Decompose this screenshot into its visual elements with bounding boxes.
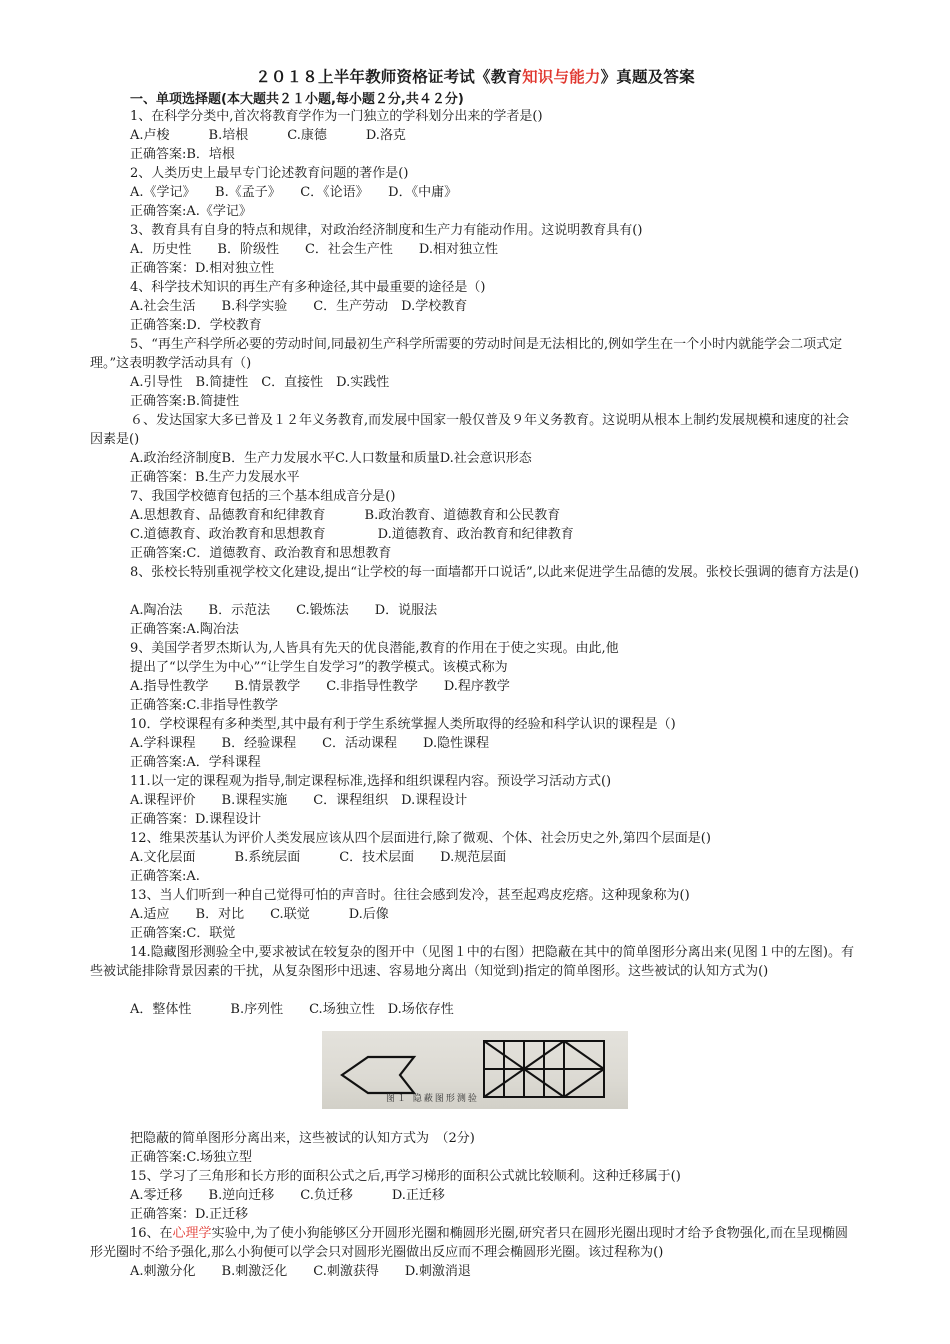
options-7b: C.道德教育、政治教育和思想教育 D.道德教育、政治教育和纪律教育 xyxy=(130,527,574,542)
answer-1: 正确答案:B．培根 xyxy=(130,147,235,162)
figure-caption: 图１ 隐蔽图形测验 xyxy=(386,1094,479,1104)
question-12: 12、维果茨基认为评价人类发展应该从四个层面进行,除了微观、个体、社会历史之外,第四个层面是() xyxy=(130,831,711,846)
options-9: A.指导性教学 B.情景教学 C.非指导性教学 D.程序教学 xyxy=(130,679,510,694)
complex-shape xyxy=(484,1041,604,1097)
simple-shape xyxy=(342,1057,414,1093)
answer-13: 正确答案:C．联觉 xyxy=(130,926,236,941)
question-10: 10．学校课程有多种类型,其中最有利于学生系统掌握人类所取得的经验和科学认识的课程是（) xyxy=(130,717,676,732)
options-14: A．整体性 B.序列性 C.场独立性 D.场依存性 xyxy=(130,1002,454,1017)
section-heading: 一、单项选择题(本大题共２１小题,每小题２分,共４２分) xyxy=(130,92,464,107)
answer-6: 正确答案：B.生产力发展水平 xyxy=(130,470,300,485)
question-6: ６、发达国家大多已普及１２年义务教育,而发展中国家一般仅普及９年义务教育。这说明从根本上制约发展规模和速度的社会因素是() xyxy=(90,413,850,447)
answer-8: 正确答案:A.陶冶法 xyxy=(130,622,239,637)
hidden-figure-test-image xyxy=(322,1031,628,1109)
question-4: 4、科学技术知识的再生产有多种途径,其中最重要的途径是（) xyxy=(130,280,486,295)
title-part-2: 》真题及答案 xyxy=(600,68,695,86)
title-highlight: 知识与能力 xyxy=(522,68,601,86)
question-3: 3、教育具有自身的特点和规律，对政治经济制度和生产力有能动作用。这说明教育具有() xyxy=(130,223,643,238)
options-6: A.政治经济制度B．生产力发展水平C.人口数量和质量D.社会意识形态 xyxy=(130,451,532,466)
answer-9: 正确答案:C.非指导性教学 xyxy=(130,698,278,713)
options-15: A.零迁移 B.逆向迁移 C.负迁移 D.正迁移 xyxy=(130,1188,445,1203)
answer-4: 正确答案:D．学校教育 xyxy=(130,318,262,333)
options-3: A．历史性 B．阶级性 C．社会生产性 D.相对独立性 xyxy=(130,242,498,257)
question-11: 11.以一定的课程观为指导,制定课程标准,选择和组织课程内容。预设学习活动方式() xyxy=(130,774,612,789)
options-10: A.学科课程 B．经验课程 C．活动课程 D.隐性课程 xyxy=(130,736,490,751)
options-11: A.课程评价 B.课程实施 C．课程组织 D.课程设计 xyxy=(130,793,468,808)
options-16: A.刺激分化 B.刺激泛化 C.刺激获得 D.刺激消退 xyxy=(130,1264,471,1279)
answer-3: 正确答案：D.相对独立性 xyxy=(130,261,275,276)
question-1: 1、在科学分类中,首次将教育学作为一门独立的学科划分出来的学者是() xyxy=(130,109,543,124)
psychology-link[interactable]: 心理学 xyxy=(172,1226,212,1241)
question-13: 13、当人们听到一种自己觉得可怕的声音时。往往会感到发冷，甚至起鸡皮疙瘩。这种现象称为() xyxy=(130,888,690,903)
answer-7: 正确答案:C．道德教育、政治教育和思想教育 xyxy=(130,546,392,561)
question-7: 7、我国学校德育包括的三个基本组成音分是() xyxy=(130,489,396,504)
answer-12: 正确答案:A. xyxy=(130,869,200,884)
answer-15: 正确答案：D.正迁移 xyxy=(130,1207,249,1222)
question-16 xyxy=(90,1224,860,1262)
question-9: 9、美国学者罗杰斯认为,人皆具有先天的优良潜能,教育的作用在于使之实现。由此,他 xyxy=(130,641,619,656)
options-12: A.文化层面 B.系统层面 C．技术层面 D.规范层面 xyxy=(130,850,507,865)
question-14-sub: 把隐蔽的简单图形分离出来，这些被试的认知方式为 （2分) xyxy=(130,1131,475,1146)
answer-11: 正确答案：D.课程设计 xyxy=(130,812,262,827)
question-9-cont: 提出了“以学生为中心”“让学生自发学习”的教学模式。该模式称为 xyxy=(130,660,508,675)
options-8: A.陶冶法 B．示范法 C.锻炼法 D．说服法 xyxy=(130,603,438,618)
options-5: A.引导性 B.简捷性 C．直接性 D.实践性 xyxy=(130,375,390,390)
answer-10: 正确答案:A．学科课程 xyxy=(130,755,261,770)
question-16-start: 16、在 xyxy=(130,1226,173,1241)
options-1: A.卢梭 B.培根 C.康德 D.洛克 xyxy=(130,128,406,143)
answer-2: 正确答案:A.《学记》 xyxy=(130,204,252,219)
options-4: A.社会生活 B.科学实验 C．生产劳动 D.学校教育 xyxy=(130,299,468,314)
question-5: 5、“再生产科学所必要的劳动时间,同最初生产科学所需要的劳动时间是无法相比的,例如学生在一个小时内就能学会二项式定理。”这表明教学活动具有（) xyxy=(90,337,843,371)
answer-14: 正确答案:C.场独立型 xyxy=(130,1150,252,1165)
options-7a: A.思想教育、品德教育和纪律教育 B.政治教育、道德教育和公民教育 xyxy=(130,508,561,523)
question-8: 8、张校长特别重视学校文化建设,提出“让学校的每一面墙都开口说话”,以此来促进学生品德的发展。张校长强调的德育方法是() xyxy=(130,565,859,580)
options-2: A.《学记》 B.《孟子》 C．《论语》 D．《中庸》 xyxy=(130,185,458,200)
question-14: 14.隐藏图形测验全中,要求被试在较复杂的图开中（见图１中的右图）把隐蔽在其中的简单图形分离出来(见图１中的左图)。有些被试能排除背景因素的干扰，从复杂图形中迅速、容易地分离出（知觉到)指定的简单图形。这些被试的认知方式为() xyxy=(90,945,854,979)
options-13: A.适应 B．对比 C.联觉 D.后像 xyxy=(130,907,389,922)
title-part-1: ２０１８上半年教师资格证考试《教育 xyxy=(255,68,523,86)
question-2: 2、人类历史上最早专门论述教育问题的著作是() xyxy=(130,166,409,181)
question-16-rest: 实验中,为了使小狗能够区分开圆形光圈和椭圆形光圈,研究者只在圆形光圈出现时才给予食物强化,而在呈现椭圆形光圈时不给予强化,那么小狗便可以学会只对圆形光圈做出反应而不理会椭圆形光圈。该过程称为() xyxy=(90,1226,848,1260)
document-title xyxy=(0,65,950,87)
question-15: 15、学习了三角形和长方形的面积公式之后,再学习梯形的面积公式就比较顺利。这种迁移属于() xyxy=(130,1169,681,1184)
answer-5: 正确答案:B.简捷性 xyxy=(130,394,240,409)
